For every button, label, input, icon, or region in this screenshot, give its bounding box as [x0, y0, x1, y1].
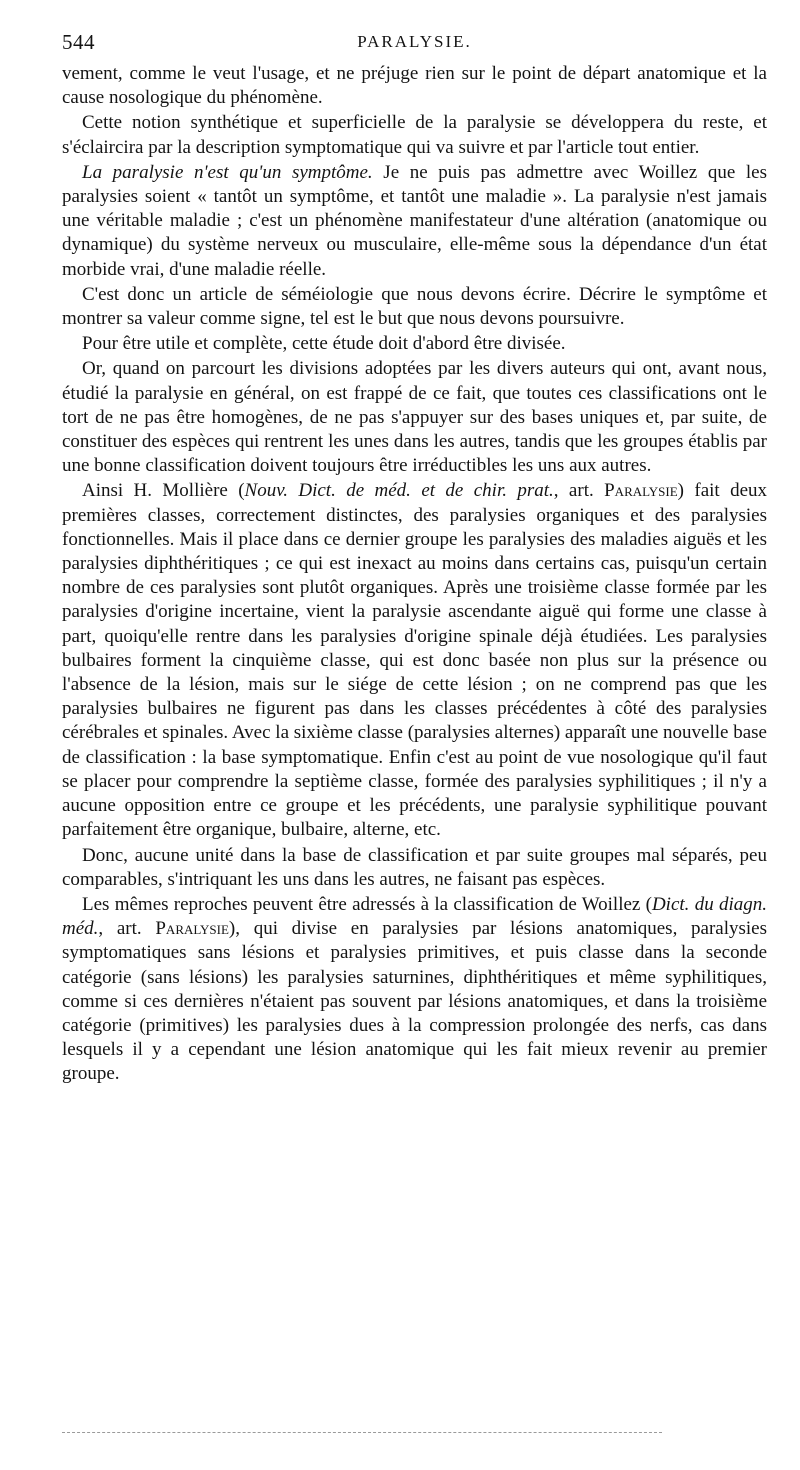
- body-text: [62, 62, 767, 1087]
- paragraph: [62, 479, 767, 842]
- paragraph: [62, 332, 767, 356]
- text-run: Ainsi H. Mollière (: [82, 480, 245, 502]
- text-run: Donc, aucune unité dans la base de classification et par suite groupes mal séparés, peu comparables, s'intriquant les uns dans les autres, ne faisant pas espèces.: [62, 844, 767, 890]
- text-run: C'est donc un article de séméiologie que nous devons écrire. Décrire le symptôme et montrer sa valeur comme signe, tel est le but que nous devons poursuivre.: [62, 283, 767, 330]
- paragraph: [62, 161, 767, 282]
- text-run: Pour être utile et complète, cette étude doit d'abord être divisée.: [82, 333, 566, 355]
- small-caps-text: Paralysie: [155, 918, 229, 940]
- text-run: ), qui divise en paralysies par lésions anatomiques, paralysies symptomatiques sans lésions et paralysies primitives, et puis classe dans la seconde catégorie (sans lésions) les paralysies saturnines, diphthéritiques et même syphilitiques, comme si ces dernières n'étaient pas souvent par lésions anatomiques, et dans la troisième catégorie (primitives) les paralysies dues à la compression prolongée des nerfs, cas dans lesquels il y a cependant une lésion anatomique qui les fait mieux revenir au premier groupe.: [62, 918, 767, 1085]
- footer-rule: [62, 1432, 662, 1433]
- text-run: ) fait deux premières classes, correctement distinctes, des paralysies organiques et des paralysies fonctionnelles. Mais il place dans ce dernier groupe les paralysies des maladies aiguës et les paralysies diphthéritiques ; ce qui est inexact au moins dans certains cas, puisqu'un certain nombre de ces paralysies sont plutôt organiques. Après une troisième classe formée par les paralysies d'origine incertaine, vient la paralysie ascendante aiguë qui forme une classe à part, quoiqu'elle rentre dans les paralysies d'origine spinale déjà étudiées. Les paralysies bulbaires forment la cinquième classe, qui est donc basée non plus sur la présence ou l'absence de la lésion, mais sur le siége de cette lésion ; on ne comprend pas que les paralysies bulbaires ne figurent pas dans les classes précédentes à côté des paralysies cérébrales et spinales. Avec la sixième classe (paralysies alternes) apparaît une nouvelle base de classification : la base symptomatique. Enfin c'est au point de vue nosologique qu'il faut se placer pour comprendre la septième classe, formée des paralysies syphilitiques ; il n'y a aucune opposition entre ce groupe et les précédents, une paralysie syphilitique pouvant parfaitement être organique, bulbaire, alterne, etc.: [62, 480, 767, 841]
- running-head: PARALYSIE.: [357, 32, 472, 51]
- text-run: , art.: [98, 918, 156, 940]
- page-number: 544: [62, 30, 95, 54]
- text-run: Cette notion synthétique et superficielle de la paralysie se développera du reste, et s'éclaircira par la description symptomatique qui va suivre et par l'article tout entier.: [62, 112, 767, 158]
- paragraph: [62, 357, 767, 478]
- small-caps-text: Paralysie: [604, 480, 678, 502]
- text-run: Je ne puis pas admettre avec Woillez que les paralysies soient « tantôt un symptôme, et tantôt une maladie ». La paralysie n'est jamais une véritable maladie ; c'est un phénomène manifestateur d'une altération (anatomique ou dynamique) du système nerveux ou musculaire, elle-même sous la dépendance d'un état morbide vrai, d'une maladie réelle.: [62, 161, 767, 280]
- paragraph: [62, 844, 767, 892]
- paragraph: [62, 283, 767, 331]
- paragraph: [62, 111, 767, 159]
- italic-text: La paralysie n'est qu'un symptôme.: [82, 161, 373, 183]
- page-header: [62, 30, 767, 60]
- text-run: Or, quand on parcourt les divisions adoptées par les divers auteurs qui ont, avant nous, étudié la paralysie en général, on est frappé de ce fait, que toutes ces classifications ont le tort de ne pas être homogènes, de ne pas s'appuyer sur des bases uniques et, par suite, de constituer des espèces qui rentrent les unes dans les autres, tandis que les groupes établis par une bonne classification doivent toujours être irréductibles les uns aux autres.: [62, 358, 767, 477]
- paragraph: [62, 62, 767, 110]
- text-run: , art.: [553, 480, 605, 502]
- italic-text: Dict. du diagn. méd.: [62, 893, 767, 940]
- paragraph: [62, 893, 767, 1087]
- italic-text: Nouv. Dict. de méd. et de chir. prat.: [244, 480, 554, 502]
- text-run: vement, comme le veut l'usage, et ne préjuge rien sur le point de départ anatomique et la cause nosologique du phénomène.: [62, 63, 767, 109]
- text-run: Les mêmes reproches peuvent être adressés à la classification de Woillez (: [82, 893, 652, 915]
